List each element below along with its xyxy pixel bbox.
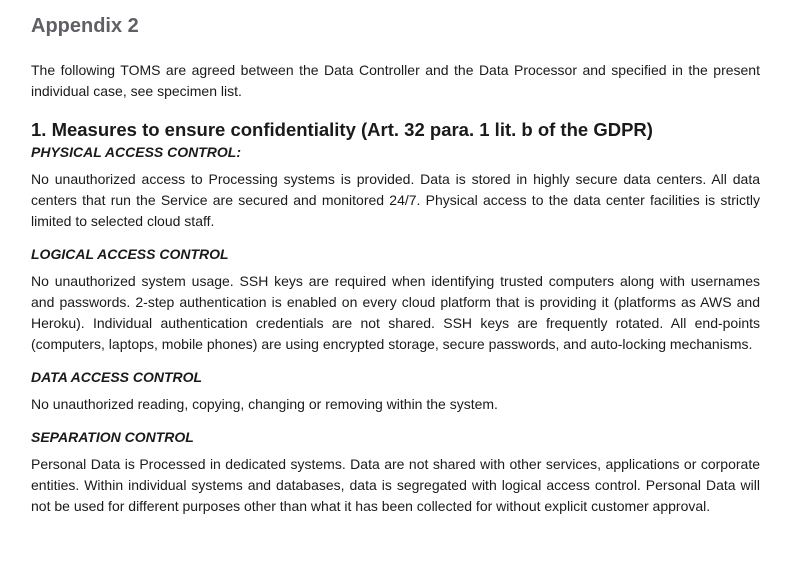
subsection-text: No unauthorized access to Processing systems is provided. Data is stored in highly secure data centers. All data centers that run the Service are secured and monitored 24/7. Physical access to the data center facilities is strictly limited to selected cloud staff. bbox=[31, 171, 760, 229]
subsection-text: No unauthorized reading, copying, changing or removing within the system. bbox=[31, 396, 498, 412]
subsection-physical-access bbox=[31, 142, 760, 232]
appendix-title: Appendix 2 bbox=[31, 15, 139, 37]
subsection-heading: DATA ACCESS CONTROL bbox=[31, 369, 203, 385]
subsection-heading: LOGICAL ACCESS CONTROL bbox=[31, 246, 229, 262]
intro-paragraph: The following TOMS are agreed between the Data Controller and the Data Processor and specified in the present individual case, see specimen list. bbox=[31, 62, 760, 99]
subsection-logical-access bbox=[31, 244, 760, 355]
subsection-text: No unauthorized system usage. SSH keys are required when identifying trusted computers along with usernames and passwords. 2-step authentication is enabled on every cloud platform that is providing it (platforms as AWS and Heroku). Individual authentication credentials are not shared. SSH keys are frequently rotated. All end-points (computers, laptops, mobile phones) are using encrypted storage, secure passwords, and auto-locking mechanisms. bbox=[31, 273, 760, 352]
subsection-separation bbox=[31, 427, 760, 517]
subsection-heading: PHYSICAL ACCESS CONTROL: bbox=[31, 144, 242, 160]
subsection-data-access bbox=[31, 367, 760, 415]
section-title: 1. Measures to ensure confidentiality (Art. 32 para. 1 lit. b of the GDPR) bbox=[31, 119, 653, 140]
subsection-text: Personal Data is Processed in dedicated systems. Data are not shared with other services, applications or corporate entities. Within individual systems and databases, data is segregated with logical access control. Personal Data will not be used for different purposes other than what it has been collected for without explicit customer approval. bbox=[31, 456, 760, 514]
subsection-heading: SEPARATION CONTROL bbox=[31, 429, 194, 445]
